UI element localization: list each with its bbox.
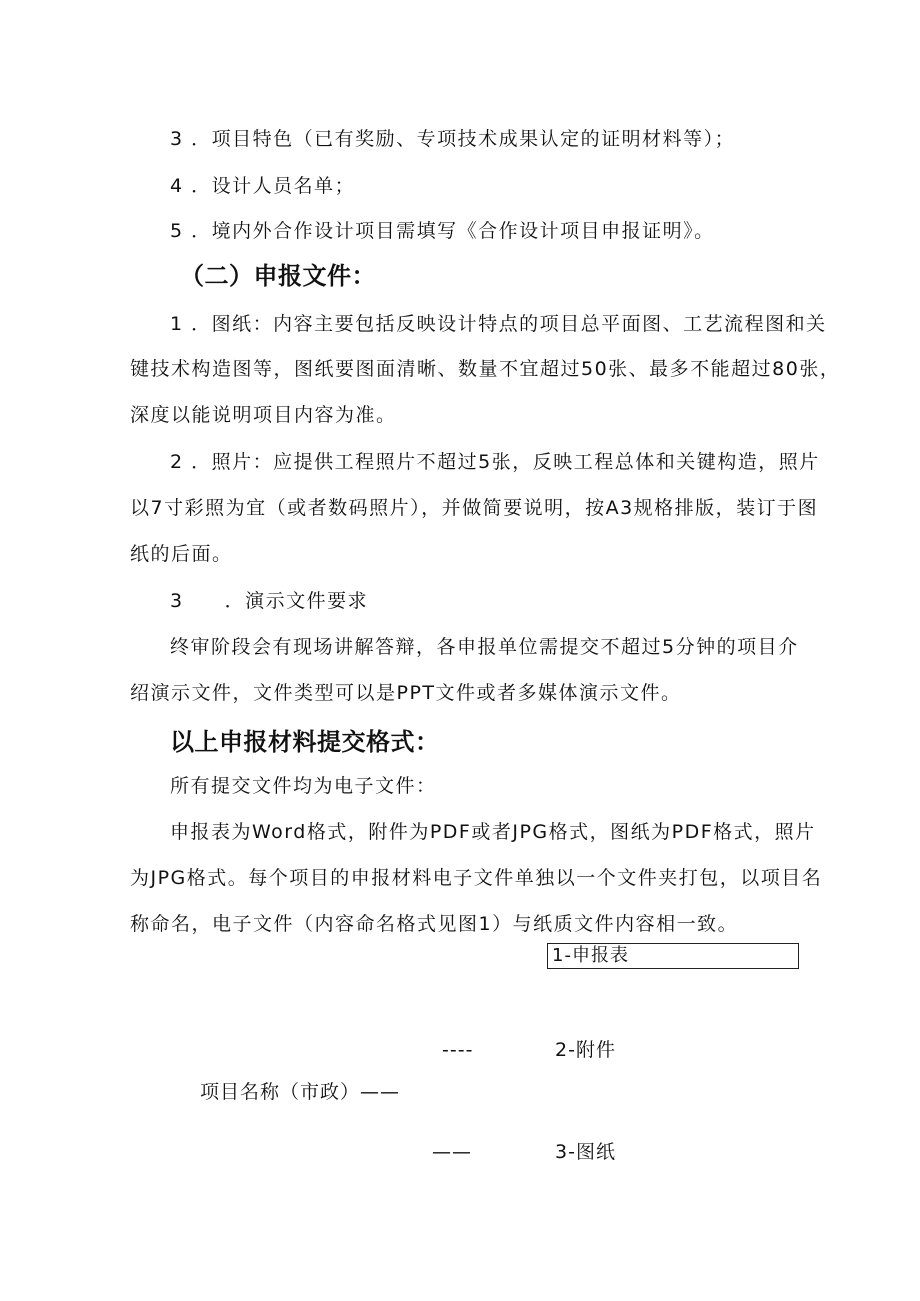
text-line: 纸的后面。: [130, 543, 233, 565]
text-line: 3 ．项目特色（已有奖励、专项技术成果认定的证明材料等）；: [170, 128, 736, 150]
text-line: 为JPG格式。每个项目的申报材料电子文件单独以一个文件夹打包，以项目名: [130, 867, 823, 889]
diagram-connector: ----: [442, 1039, 474, 1061]
diagram-connector: ——: [432, 1141, 472, 1163]
text-line: 2 ．照片：应提供工程照片不超过5张，反映工程总体和关键构造，照片: [170, 451, 820, 473]
text-line: 4 ．设计人员名单；: [170, 175, 356, 197]
diagram-item-attachments: 2-附件: [555, 1039, 616, 1061]
text-line: 深度以能说明项目内容为准。: [130, 404, 397, 426]
text-line: 称命名，电子文件（内容命名格式见图1）与纸质文件内容相一致。: [130, 913, 739, 935]
text-line: 5 ．境内外合作设计项目需填写《合作设计项目申报证明》。: [170, 220, 715, 242]
text-line: 3 ．演示文件要求: [170, 590, 369, 612]
section-heading-files: （二）申报文件：: [180, 262, 376, 290]
text-line: 申报表为Word格式，附件为PDF或者JPG格式，图纸为PDF格式，照片: [170, 821, 816, 843]
text-line: 1 ．图纸：内容主要包括反映设计特点的项目总平面图、工艺流程图和关: [170, 313, 827, 335]
section-heading-format: 以上申报材料提交格式：: [170, 728, 440, 756]
text-line: 键技术构造图等，图纸要图面清晰、数量不宜超过50张、最多不能超过80张，: [130, 358, 841, 380]
diagram-root-project-name: 项目名称（市政）——: [200, 1081, 401, 1103]
text-line: 绍演示文件，文件类型可以是PPT文件或者多媒体演示文件。: [130, 682, 682, 704]
text-line: 终审阶段会有现场讲解答辩，各申报单位需提交不超过5分钟的项目介: [170, 636, 799, 658]
text-line: 以7寸彩照为宜（或者数码照片），并做简要说明，按A3规格排版，装订于图: [130, 497, 819, 519]
diagram-item-application-form: 1-申报表: [547, 943, 799, 969]
diagram-item-drawings: 3-图纸: [555, 1141, 616, 1163]
text-line: 所有提交文件均为电子文件：: [170, 775, 437, 797]
